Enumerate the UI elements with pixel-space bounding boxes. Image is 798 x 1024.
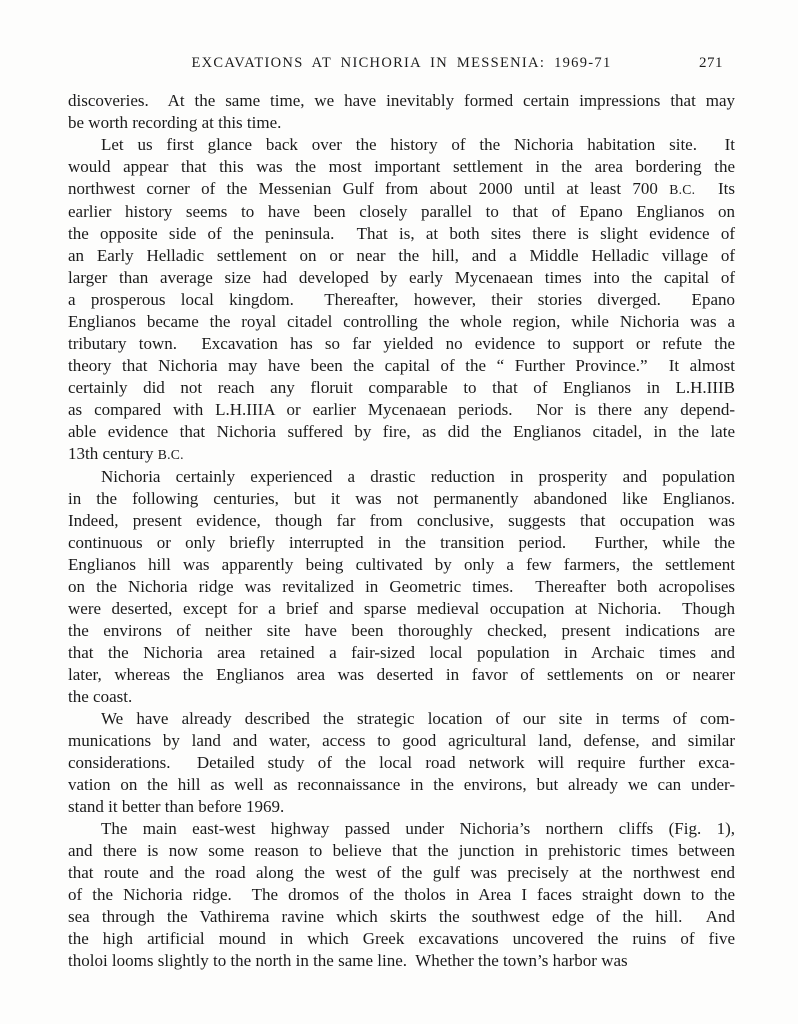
paragraph: [68, 708, 735, 818]
text-line: considerations. Detailed study of the local road network will require further exca-: [68, 753, 735, 772]
paragraph: [68, 818, 735, 972]
text-line: as compared with L.H.IIIA or earlier Mycenaean periods. Nor is there any depend-: [68, 400, 735, 419]
text-line: certainly did not reach any floruit comparable to that of Englianos in L.H.IIIB: [68, 378, 735, 397]
text-line: would appear that this was the most important settlement in the area bordering the: [68, 157, 735, 176]
text-line: tholoi looms slightly to the north in the same line. Whether the town’s harbor was: [68, 951, 628, 970]
page-number: 271: [699, 55, 723, 71]
text-line: 13th century B.C.: [68, 444, 184, 463]
text-line: the opposite side of the peninsula. That is, at both sites there is slight evidence of: [68, 224, 735, 243]
text-line: The main east-west highway passed under Nichoria’s northern cliffs (Fig. 1),: [101, 819, 735, 838]
text-line: Englianos hill was apparently being cultivated by only a few farmers, the settlement: [68, 555, 735, 574]
text-line: on the Nichoria ridge was revitalized in Geometric times. Thereafter both acropolises: [68, 577, 735, 596]
text-line: that the Nichoria area retained a fair-sized local population in Archaic times and: [68, 643, 735, 662]
running-title: EXCAVATIONS AT NICHORIA IN MESSENIA: 1969-71: [191, 55, 612, 71]
text-line: We have already described the strategic location of our site in terms of com-: [101, 709, 735, 728]
text-line: the coast.: [68, 687, 133, 706]
text-line: and there is now some reason to believe that the junction in prehistoric times between: [68, 841, 735, 860]
text-line: discoveries. At the same time, we have inevitably formed certain impressions that may: [68, 91, 735, 110]
text-line: stand it better than before 1969.: [68, 797, 285, 816]
text-line: Englianos became the royal citadel controlling the whole region, while Nichoria was a: [68, 312, 735, 331]
small-caps-bc: B.C.: [157, 447, 184, 462]
text-line: later, whereas the Englianos area was deserted in favor of settlements on or nearer: [68, 665, 735, 684]
text-line: the environs of neither site have been thoroughly checked, present indications are: [68, 621, 735, 640]
paragraph: [68, 90, 735, 134]
text-line: vation on the hill as well as reconnaissance in the environs, but already we can under-: [68, 775, 735, 794]
text-line: tributary town. Excavation has so far yielded no evidence to support or refute the: [68, 334, 735, 353]
text-line: that route and the road along the west of the gulf was precisely at the northwest end: [68, 863, 735, 882]
text-line: the high artificial mound in which Greek excavations uncovered the ruins of five: [68, 929, 735, 948]
text-line: munications by land and water, access to good agricultural land, defense, and similar: [68, 731, 735, 750]
text-line: in the following centuries, but it was not permanently abandoned like Englianos.: [68, 489, 735, 508]
text-line: Indeed, present evidence, though far from conclusive, suggests that occupation was: [68, 511, 735, 530]
text-line: continuous or only briefly interrupted in the transition period. Further, while the: [68, 533, 735, 552]
text-line: were deserted, except for a brief and sparse medieval occupation at Nichoria. Though: [68, 599, 735, 618]
text-line: be worth recording at this time.: [68, 113, 282, 132]
text-line: sea through the Vathirema ravine which skirts the southwest edge of the hill. And: [68, 907, 735, 926]
text-line: of the Nichoria ridge. The dromos of the tholos in Area I faces straight down to the: [68, 885, 735, 904]
page-header: [68, 55, 735, 75]
text-line: Let us first glance back over the history of the Nichoria habitation site. It: [101, 135, 735, 154]
text-line: able evidence that Nichoria suffered by fire, as did the Englianos citadel, in the late: [68, 422, 735, 441]
text-line: earlier history seems to have been closely parallel to that of Epano Englianos on: [68, 202, 735, 221]
paragraph: [68, 134, 735, 466]
text-line: larger than average size had developed by early Mycenaean times into the capital of: [68, 268, 735, 287]
text-line: a prosperous local kingdom. Thereafter, however, their stories diverged. Epano: [68, 290, 735, 309]
text-line: an Early Helladic settlement on or near the hill, and a Middle Helladic village of: [68, 246, 735, 265]
text-line: northwest corner of the Messenian Gulf from about 2000 until at least 700 B.C. Its: [68, 179, 735, 198]
paragraph: [68, 466, 735, 708]
small-caps-bc: B.C.: [669, 182, 696, 197]
text-line: theory that Nichoria may have been the capital of the “ Further Province.” It almost: [68, 356, 735, 375]
text-line: Nichoria certainly experienced a drastic reduction in prosperity and population: [101, 467, 735, 486]
page-text: [68, 90, 735, 972]
